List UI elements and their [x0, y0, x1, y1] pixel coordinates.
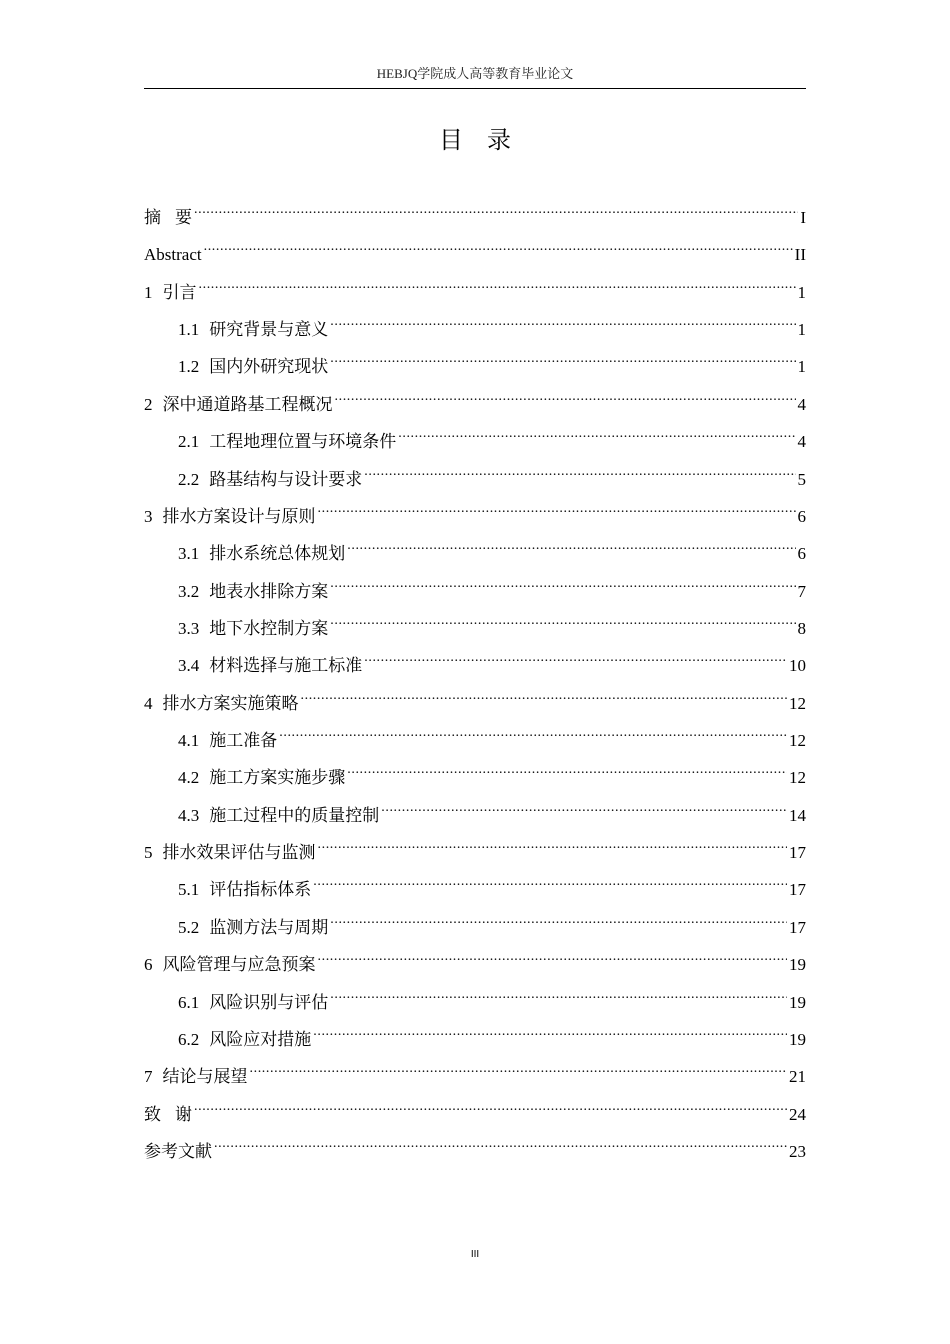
toc-entry-page: 1: [797, 357, 806, 377]
dot-leader: [318, 828, 788, 858]
dot-leader: [364, 641, 787, 671]
toc-entry-label: 监测方法与周期: [209, 917, 329, 937]
toc-entry[interactable]: [144, 455, 806, 492]
toc-entry[interactable]: [144, 641, 806, 678]
toc-entry[interactable]: [144, 1127, 806, 1164]
dot-leader: [381, 791, 787, 821]
toc-entry-number: 3.1: [178, 544, 200, 564]
toc-entry-label: 地下水控制方案: [209, 618, 329, 638]
toc-entry-page: 12: [789, 768, 806, 788]
toc-entry-label: 施工准备: [209, 731, 278, 751]
toc-entry-label: 参考文献: [144, 1141, 212, 1161]
toc-entry-number: 7: [144, 1067, 153, 1087]
toc-entry[interactable]: [144, 230, 806, 267]
toc-entry-label: 致谢: [144, 1104, 192, 1124]
toc-entry-number: 5: [144, 843, 153, 863]
dot-leader: [194, 1090, 787, 1120]
toc-entry-number: 5.2: [178, 917, 200, 937]
toc-entry[interactable]: [144, 604, 806, 641]
toc-entry[interactable]: [144, 978, 806, 1015]
toc-entry-label: 排水系统总体规划: [209, 544, 346, 564]
dot-leader: [250, 1052, 788, 1082]
toc-entry[interactable]: [144, 716, 806, 753]
toc-entry[interactable]: [144, 193, 806, 230]
dot-leader: [313, 865, 787, 895]
toc-entry-page: 17: [789, 880, 806, 900]
toc-entry[interactable]: [144, 380, 806, 417]
toc-entry-page: 7: [797, 581, 806, 601]
toc-entry-page: 6: [797, 544, 806, 564]
toc-entry-page: I: [800, 208, 806, 227]
toc-entry[interactable]: [144, 492, 806, 529]
toc-entry-page: 1: [797, 320, 806, 340]
toc-entry-label: 引言: [162, 282, 197, 302]
dot-leader: [301, 679, 788, 709]
dot-leader: [330, 567, 795, 597]
toc-entry-page: 17: [789, 917, 806, 937]
toc-entry-number: 1.2: [178, 357, 200, 377]
dot-leader: [204, 230, 793, 260]
toc-entry-number: 4.2: [178, 768, 200, 788]
dot-leader: [330, 305, 795, 335]
toc-entry-label: 风险识别与评估: [209, 992, 329, 1012]
toc-entry-number: 2: [144, 394, 153, 414]
toc-entry-page: 24: [789, 1104, 806, 1124]
dot-leader: [313, 1015, 787, 1045]
toc-entry[interactable]: [144, 903, 806, 940]
toc-entry-number: 5.1: [178, 880, 200, 900]
toc-entry-number: 4: [144, 693, 153, 713]
toc-entry[interactable]: [144, 679, 806, 716]
toc-entry[interactable]: [144, 828, 806, 865]
dot-leader: [214, 1127, 787, 1157]
toc-entry-label: 材料选择与施工标准: [209, 656, 363, 676]
toc-entry[interactable]: [144, 342, 806, 379]
header-divider: [144, 88, 806, 89]
toc-entry-label: 排水方案实施策略: [162, 693, 299, 713]
toc-entry-number: 3.4: [178, 656, 200, 676]
toc-entry-number: 6.2: [178, 1029, 200, 1049]
toc-entry-label: 深中通道路基工程概况: [162, 394, 333, 414]
toc-entry-page: 6: [797, 506, 806, 526]
toc-entry-label: 风险管理与应急预案: [162, 955, 316, 975]
toc-entry[interactable]: [144, 268, 806, 305]
toc-entry-page: 19: [789, 1029, 806, 1049]
dot-leader: [347, 753, 787, 783]
toc-entry-page: 17: [789, 843, 806, 863]
toc-entry-label: 排水效果评估与监测: [162, 843, 316, 863]
toc-entry-number: 2.2: [178, 469, 200, 489]
page-number: III: [470, 1249, 480, 1260]
toc-entry-label: 排水方案设计与原则: [162, 506, 316, 526]
dot-leader: [279, 716, 787, 746]
running-header: HEBJQ学院成人高等教育毕业论文: [376, 66, 574, 81]
dot-leader: [330, 604, 795, 634]
dot-leader: [330, 342, 795, 372]
toc-entry-page: 1: [797, 282, 806, 302]
toc-entry-number: 3.2: [178, 581, 200, 601]
toc-entry[interactable]: [144, 1090, 806, 1127]
toc-entry-label: 地表水排除方案: [209, 581, 329, 601]
toc-entry[interactable]: [144, 1015, 806, 1052]
toc-entry-label: 国内外研究现状: [209, 357, 329, 377]
toc-entry-page: 12: [789, 731, 806, 751]
toc-entry[interactable]: [144, 529, 806, 566]
toc-entry-label: 摘要: [144, 208, 192, 227]
toc-entry[interactable]: [144, 1052, 806, 1089]
toc-entry-page: 12: [789, 693, 806, 713]
toc-entry[interactable]: [144, 865, 806, 902]
toc-entry-page: 4: [797, 394, 806, 414]
toc-entry-page: 5: [797, 469, 806, 489]
toc-entry-number: 3.3: [178, 618, 200, 638]
toc-entry[interactable]: [144, 753, 806, 790]
dot-leader: [398, 417, 795, 447]
toc-entry-number: 4.3: [178, 805, 200, 825]
dot-leader: [347, 529, 795, 559]
toc-entry-page: II: [794, 245, 806, 265]
dot-leader: [364, 455, 795, 485]
dot-leader: [318, 940, 788, 970]
toc-entry[interactable]: [144, 940, 806, 977]
toc-entry-page: 21: [789, 1067, 806, 1087]
toc-entry-label: 评估指标体系: [209, 880, 312, 900]
toc-entry[interactable]: [144, 305, 806, 342]
toc-entry-number: 6.1: [178, 992, 200, 1012]
dot-leader: [330, 903, 787, 933]
toc-entry-label: 施工方案实施步骤: [209, 768, 346, 788]
toc-entry-page: 23: [789, 1141, 806, 1161]
toc-entry-page: 8: [797, 618, 806, 638]
toc-entry-page: 19: [789, 992, 806, 1012]
toc-entry-number: 3: [144, 506, 153, 526]
toc-entry[interactable]: [144, 417, 806, 454]
dot-leader: [335, 380, 796, 410]
toc-entry-label: 风险应对措施: [209, 1029, 312, 1049]
dot-leader: [194, 193, 798, 223]
toc-entry-number: 1: [144, 282, 153, 302]
toc-entry-page: 19: [789, 955, 806, 975]
toc-entry-number: 6: [144, 955, 153, 975]
toc-entry-label: 路基结构与设计要求: [209, 469, 363, 489]
table-of-contents: [144, 193, 806, 1164]
toc-entry-page: 4: [797, 432, 806, 452]
toc-title: 目录: [439, 126, 535, 154]
toc-entry-label: 工程地理位置与环境条件: [209, 432, 397, 452]
toc-entry-page: 14: [789, 805, 806, 825]
dot-leader: [318, 492, 796, 522]
toc-entry-number: 2.1: [178, 432, 200, 452]
toc-entry-page: 10: [789, 656, 806, 676]
toc-entry[interactable]: [144, 791, 806, 828]
dot-leader: [199, 268, 796, 298]
dot-leader: [330, 978, 787, 1008]
toc-entry-label: Abstract: [144, 245, 202, 265]
toc-entry-number: 1.1: [178, 320, 200, 340]
toc-entry-label: 研究背景与意义: [209, 320, 329, 340]
toc-entry-number: 4.1: [178, 731, 200, 751]
toc-entry-label: 施工过程中的质量控制: [209, 805, 380, 825]
toc-entry[interactable]: [144, 567, 806, 604]
toc-entry-label: 结论与展望: [162, 1067, 248, 1087]
